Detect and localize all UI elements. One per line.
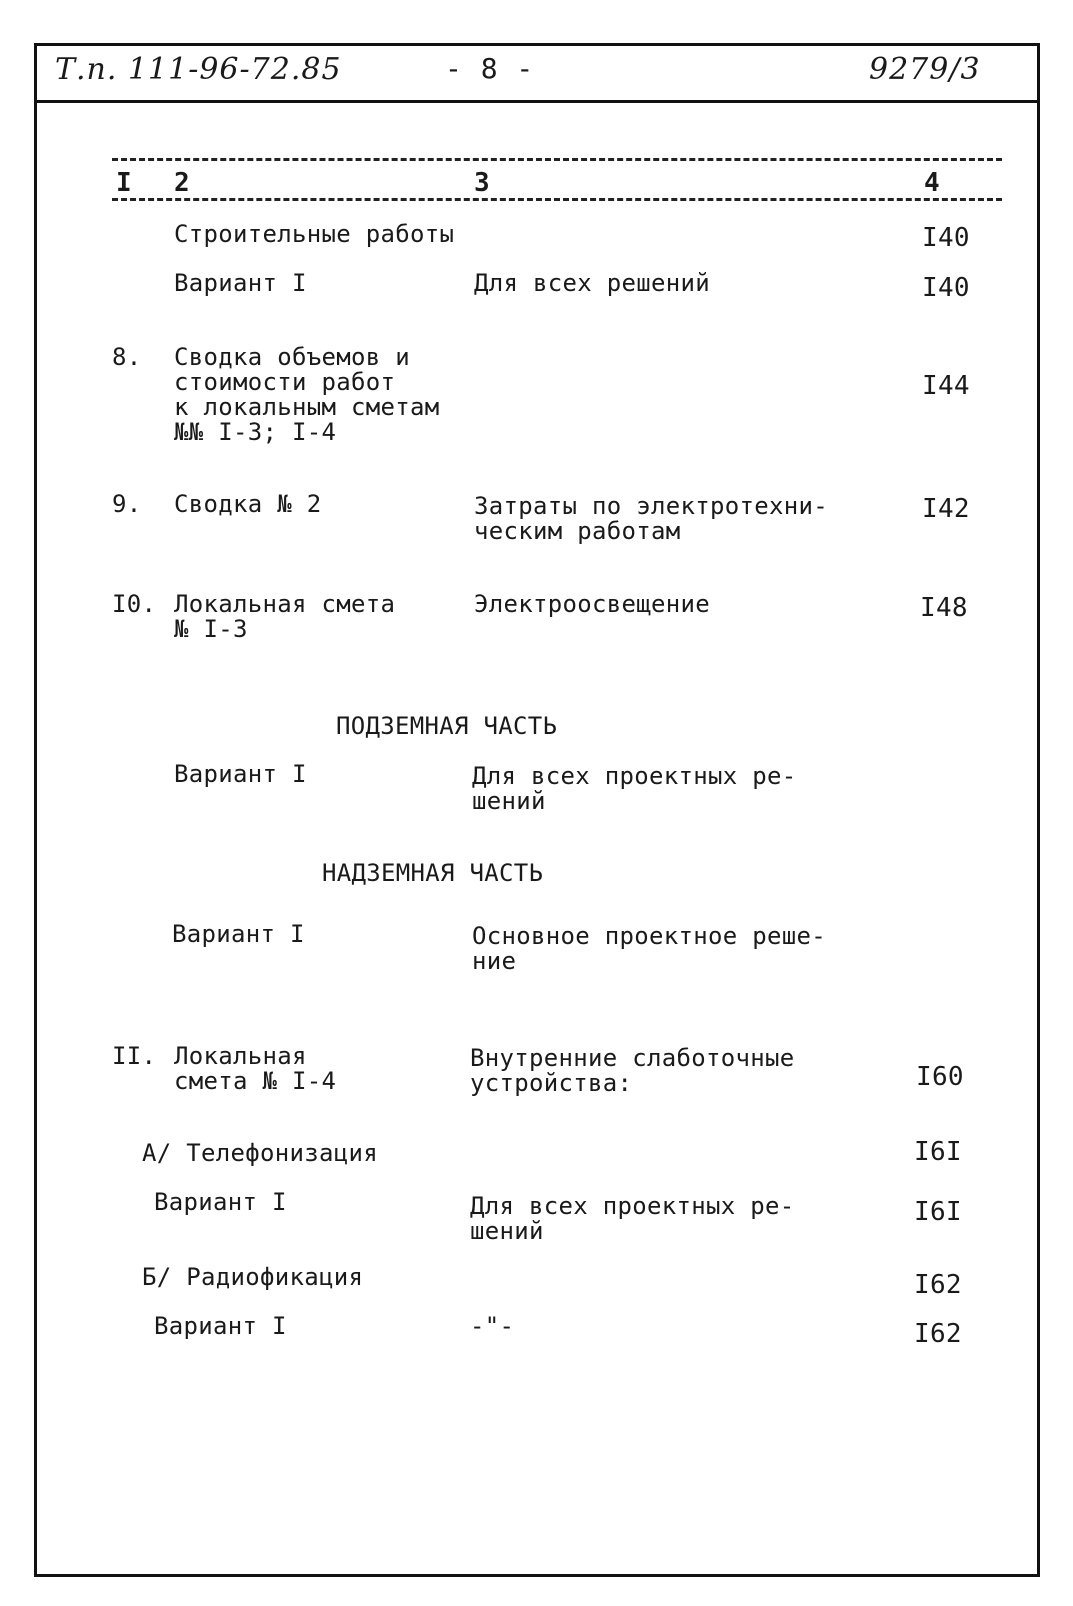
row-number: 8. (112, 343, 142, 371)
row-page: I62 (914, 1270, 962, 1300)
row-page: I42 (922, 494, 970, 524)
row-description: Электроосвещение (474, 590, 710, 618)
row-number: 9. (112, 490, 142, 518)
header-rule-top (112, 158, 1002, 161)
header-rule-bottom (112, 198, 1002, 201)
column-4-header: 4 (924, 168, 940, 198)
row-page: I40 (922, 273, 970, 303)
row-page: I40 (922, 223, 970, 253)
row-name: Вариант I (174, 269, 307, 297)
row-description: Для всех решений (474, 269, 710, 297)
row-number: I0. (112, 590, 157, 618)
row-description: Затраты по электротехни- ческим работам (474, 492, 828, 545)
row-page: I44 (922, 371, 970, 401)
row-name: Сводка объемов и стоимости работ к локальным сметам №№ I-3; I-4 (174, 343, 440, 446)
row-name: Б/ Радиофикация (142, 1263, 364, 1291)
document-code: Т.п. 111-96-72.85 (55, 52, 342, 87)
row-description: Для всех проектных ре- шений (472, 762, 797, 815)
section-heading-aboveground: НАДЗЕМНАЯ ЧАСТЬ (322, 859, 544, 887)
page-number: - 8 - (445, 52, 535, 85)
section-heading-underground: ПОДЗЕМНАЯ ЧАСТЬ (336, 712, 558, 740)
title-block (37, 46, 1037, 103)
row-name: А/ Телефонизация (142, 1139, 378, 1167)
row-name: Сводка № 2 (174, 490, 322, 518)
row-page: I6I (914, 1137, 962, 1167)
row-description: Основное проектное реше- ние (472, 922, 826, 975)
row-page: I60 (916, 1062, 964, 1092)
sheet-code: 9279/3 (869, 52, 981, 87)
row-name: Строительные работы (174, 220, 455, 248)
row-name: Вариант I (154, 1188, 287, 1216)
row-page: I62 (914, 1319, 962, 1349)
row-name: Локальная смета № I-3 (174, 590, 396, 643)
row-name: Вариант I (172, 920, 305, 948)
row-description: Для всех проектных ре- шений (470, 1192, 795, 1245)
row-name: Локальная смета № I-4 (174, 1042, 337, 1095)
row-description: Внутренние слаботочные устройства: (470, 1044, 795, 1097)
column-2-header: 2 (174, 168, 190, 198)
row-number: II. (112, 1042, 157, 1070)
row-page: I6I (914, 1197, 962, 1227)
column-3-header: 3 (474, 168, 490, 198)
row-name: Вариант I (174, 760, 307, 788)
column-1-header: I (116, 168, 132, 198)
row-description: -"- (470, 1312, 515, 1340)
row-page: I48 (920, 593, 968, 623)
row-name: Вариант I (154, 1312, 287, 1340)
